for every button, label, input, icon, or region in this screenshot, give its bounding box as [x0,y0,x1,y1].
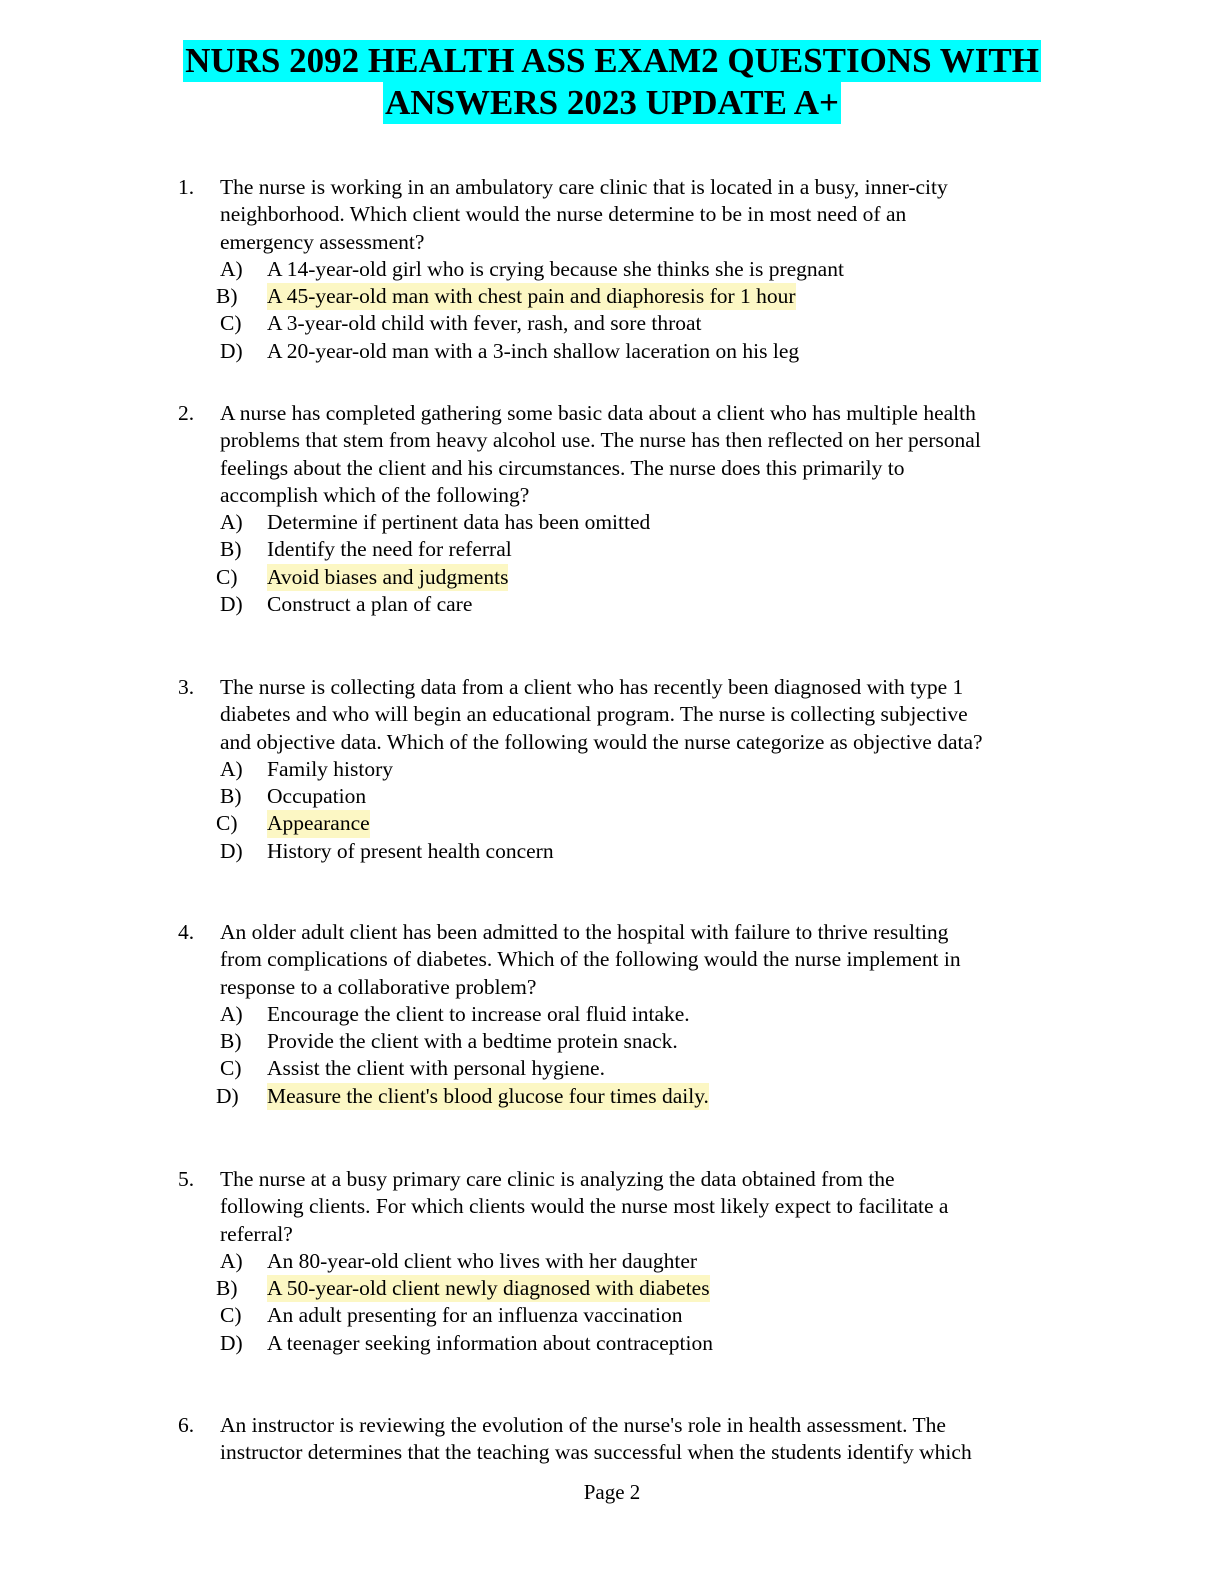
option-text: Identify the need for referral [267,537,512,562]
option-letter: D) [216,1083,239,1108]
correct-answer-text: A 50-year-old client newly diagnosed with diabetes [267,1275,710,1302]
option-text: Family history [267,756,394,781]
answer-option-correct [0,1083,1224,1110]
option-text: A 3-year-old child with fever, rash, and sore throat [267,311,702,336]
question-stem: An instructor is reviewing the evolution of the nurse's role in health assessment. The instructor determines that the teaching was successful when the students identify which [220,1413,972,1465]
answer-option [0,1330,1224,1357]
answer-option [0,536,1224,563]
option-letter: A) [220,1248,243,1273]
correct-answer-text: Measure the client's blood glucose four times daily. [267,1083,709,1110]
option-letter: A) [220,756,243,781]
option-letter: B) [220,784,242,809]
option-letter: C) [220,1056,242,1081]
option-letter: C) [216,811,238,836]
answer-option [0,1055,1224,1082]
page-footer [0,1474,1224,1504]
question-stem: A nurse has completed gathering some basic data about a client who has multiple health problems that stem from heavy alcohol use. The nurse has then reflected on her personal feelings about the client and his circumstances. The nurse does this primarily to accomplish which of the following? [220,401,981,507]
option-letter: D) [220,592,243,617]
answer-option [0,756,1224,783]
correct-answer-text: Avoid biases and judgments [267,564,508,591]
answer-option-correct [0,1275,1224,1302]
answer-option [0,591,1224,618]
question-number: 4. [178,920,195,944]
answer-option-correct [0,564,1224,591]
option-letter: D) [220,338,243,363]
answer-option-correct [0,283,1224,310]
page-number: Page 2 [583,1480,641,1504]
correct-answer-text: Appearance [267,810,370,837]
question-number: 3. [178,675,195,699]
option-text: Provide the client with a bedtime protein snack. [267,1029,678,1054]
option-text: A teenager seeking information about contraception [267,1330,713,1355]
answer-option [0,256,1224,283]
question-stem: The nurse is working in an ambulatory care clinic that is located in a busy, inner-city neighborhood. Which client would the nurse determine to be in most need of an emergency assessment? [220,175,948,254]
option-letter: D) [220,1330,243,1355]
answer-option [0,838,1224,865]
option-text: History of present health concern [267,838,554,863]
option-letter: A) [220,510,243,535]
answer-option-correct [0,810,1224,837]
title-line-2: ANSWERS 2023 UPDATE A+ [385,83,839,122]
question-number: 6. [178,1413,195,1437]
question-number: 2. [178,401,195,425]
option-letter: C) [220,311,242,336]
correct-answer-text: A 45-year-old man with chest pain and diaphoresis for 1 hour [267,283,796,310]
question-stem: The nurse at a busy primary care clinic is analyzing the data obtained from the following clients. For which clients would the nurse most likely expect to facilitate a referral? [220,1167,949,1246]
option-text: A 14-year-old girl who is crying because she thinks she is pregnant [267,256,844,281]
answer-option [0,338,1224,365]
question-number: 1. [178,175,195,199]
option-text: Construct a plan of care [267,592,473,617]
option-text: A 20-year-old man with a 3-inch shallow laceration on his leg [267,338,800,363]
option-text: An 80-year-old client who lives with her daughter [267,1248,698,1273]
option-letter: A) [220,1001,243,1026]
option-letter: B) [216,284,238,309]
option-letter: B) [216,1276,238,1301]
answer-option [0,1248,1224,1275]
option-text: Occupation [267,784,367,809]
option-letter: B) [220,1029,242,1054]
option-letter: A) [220,256,243,281]
answer-option [0,509,1224,536]
answer-option [0,783,1224,810]
option-letter: D) [220,838,243,863]
document-title [0,40,1224,124]
question-stem: An older adult client has been admitted to the hospital with failure to thrive resulting from complications of diabetes. Which of the following would the nurse implement in response to a collaborative problem? [220,920,961,999]
question-number: 5. [178,1167,195,1191]
option-text: Encourage the client to increase oral fluid intake. [267,1001,690,1026]
answer-option [0,1028,1224,1055]
option-text: Assist the client with personal hygiene. [267,1056,605,1081]
option-text: Determine if pertinent data has been omitted [267,510,651,535]
option-text: An adult presenting for an influenza vaccination [267,1303,683,1328]
answer-option [0,1302,1224,1329]
answer-option [0,1001,1224,1028]
option-letter: C) [220,1303,242,1328]
answer-option [0,310,1224,337]
option-letter: C) [216,564,238,589]
title-line-1: NURS 2092 HEALTH ASS EXAM2 QUESTIONS WITH [185,41,1039,80]
option-letter: B) [220,537,242,562]
question-stem: The nurse is collecting data from a client who has recently been diagnosed with type 1 diabetes and who will begin an educational program. The nurse is collecting subjective and objective data. Which of the following would the nurse categorize as objective data? [220,675,983,754]
